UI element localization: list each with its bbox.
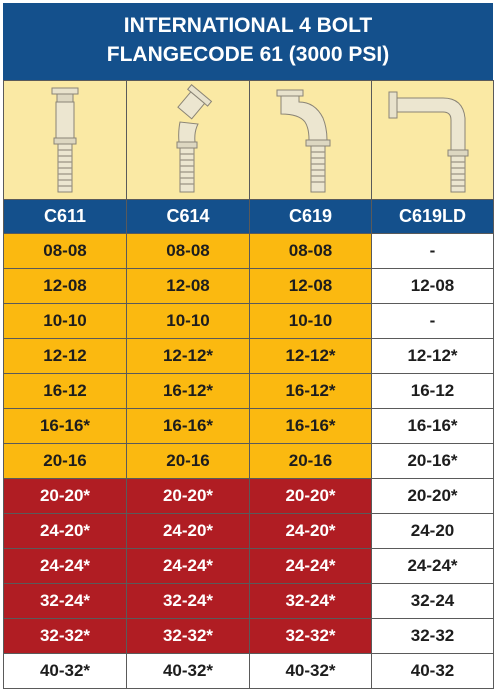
table-cell: 10-10 <box>127 304 250 339</box>
table-cell: 10-10 <box>250 304 372 339</box>
table-cell: 16-16* <box>372 409 494 444</box>
table-cell: 16-12 <box>4 374 127 409</box>
column-header: C619LD <box>372 200 494 234</box>
table-cell: 12-12* <box>250 339 372 374</box>
chart-title-line-2: FLANGECODE 61 (3000 PSI) <box>106 43 390 66</box>
table-cell: 20-20* <box>372 479 494 514</box>
table-cell: 32-24 <box>372 584 494 619</box>
straight-flange-fitting-icon <box>35 84 95 196</box>
fitting-image-row <box>4 81 494 200</box>
table-row <box>4 374 494 409</box>
table-cell: 32-32* <box>127 619 250 654</box>
table-cell: 32-24* <box>4 584 127 619</box>
table-cell: 20-20* <box>250 479 372 514</box>
table-cell: 12-12 <box>4 339 127 374</box>
table-cell: 12-08 <box>250 269 372 304</box>
table-row <box>4 654 494 689</box>
table-row <box>4 514 494 549</box>
table-cell: 20-20* <box>127 479 250 514</box>
table-cell: 08-08 <box>4 234 127 269</box>
table-cell: 20-16 <box>127 444 250 479</box>
table-cell: 16-12 <box>372 374 494 409</box>
table-cell: 16-16* <box>250 409 372 444</box>
table-cell: 16-12* <box>250 374 372 409</box>
table-row <box>4 339 494 374</box>
table-cell: 12-08 <box>372 269 494 304</box>
table-row <box>4 269 494 304</box>
table-cell: 24-24* <box>4 549 127 584</box>
table-cell: 24-24* <box>250 549 372 584</box>
table-cell: 08-08 <box>127 234 250 269</box>
table-row <box>4 479 494 514</box>
fitting-image-cell <box>250 81 372 200</box>
table-cell: 24-24* <box>127 549 250 584</box>
fitting-chart <box>3 3 493 688</box>
table-row <box>4 444 494 479</box>
table-row <box>4 234 494 269</box>
table-cell: 12-12* <box>372 339 494 374</box>
chart-title-line-1: INTERNATIONAL 4 BOLT <box>123 14 373 37</box>
table-cell: 32-32 <box>372 619 494 654</box>
table-cell: - <box>372 234 494 269</box>
table-cell: 32-24* <box>250 584 372 619</box>
table-cell: 24-20 <box>372 514 494 549</box>
chart-title <box>3 3 493 80</box>
table-cell: 24-20* <box>4 514 127 549</box>
table-cell: 12-08 <box>127 269 250 304</box>
table-cell: 16-16* <box>4 409 127 444</box>
table-cell: 24-20* <box>250 514 372 549</box>
table-cell: 10-10 <box>4 304 127 339</box>
table-cell: 32-32* <box>4 619 127 654</box>
table-cell: 32-24* <box>127 584 250 619</box>
table-row <box>4 304 494 339</box>
table-cell: 16-16* <box>127 409 250 444</box>
fitting-table <box>3 80 494 689</box>
table-row <box>4 409 494 444</box>
table-cell: 40-32* <box>127 654 250 689</box>
fitting-image-cell <box>127 81 250 200</box>
45-degree-flange-fitting-icon <box>148 84 228 196</box>
table-cell: 24-20* <box>127 514 250 549</box>
column-header: C619 <box>250 200 372 234</box>
90-degree-flange-fitting-icon <box>271 84 351 196</box>
part-number-header-row <box>4 200 494 234</box>
90-degree-long-drop-flange-fitting-icon <box>385 84 481 196</box>
table-cell: 40-32 <box>372 654 494 689</box>
table-row <box>4 549 494 584</box>
table-cell: 32-32* <box>250 619 372 654</box>
table-cell: 12-08 <box>4 269 127 304</box>
column-header: C614 <box>127 200 250 234</box>
table-cell: 40-32* <box>4 654 127 689</box>
table-row <box>4 619 494 654</box>
fitting-image-cell <box>372 81 494 200</box>
table-cell: 16-12* <box>127 374 250 409</box>
table-cell: 20-16 <box>4 444 127 479</box>
table-cell: 20-16 <box>250 444 372 479</box>
table-cell: 24-24* <box>372 549 494 584</box>
table-cell: 12-12* <box>127 339 250 374</box>
table-cell: 20-16* <box>372 444 494 479</box>
size-rows <box>4 234 494 689</box>
table-row <box>4 584 494 619</box>
table-cell: 40-32* <box>250 654 372 689</box>
table-cell: 20-20* <box>4 479 127 514</box>
column-header: C611 <box>4 200 127 234</box>
fitting-image-cell <box>4 81 127 200</box>
table-cell: - <box>372 304 494 339</box>
table-cell: 08-08 <box>250 234 372 269</box>
